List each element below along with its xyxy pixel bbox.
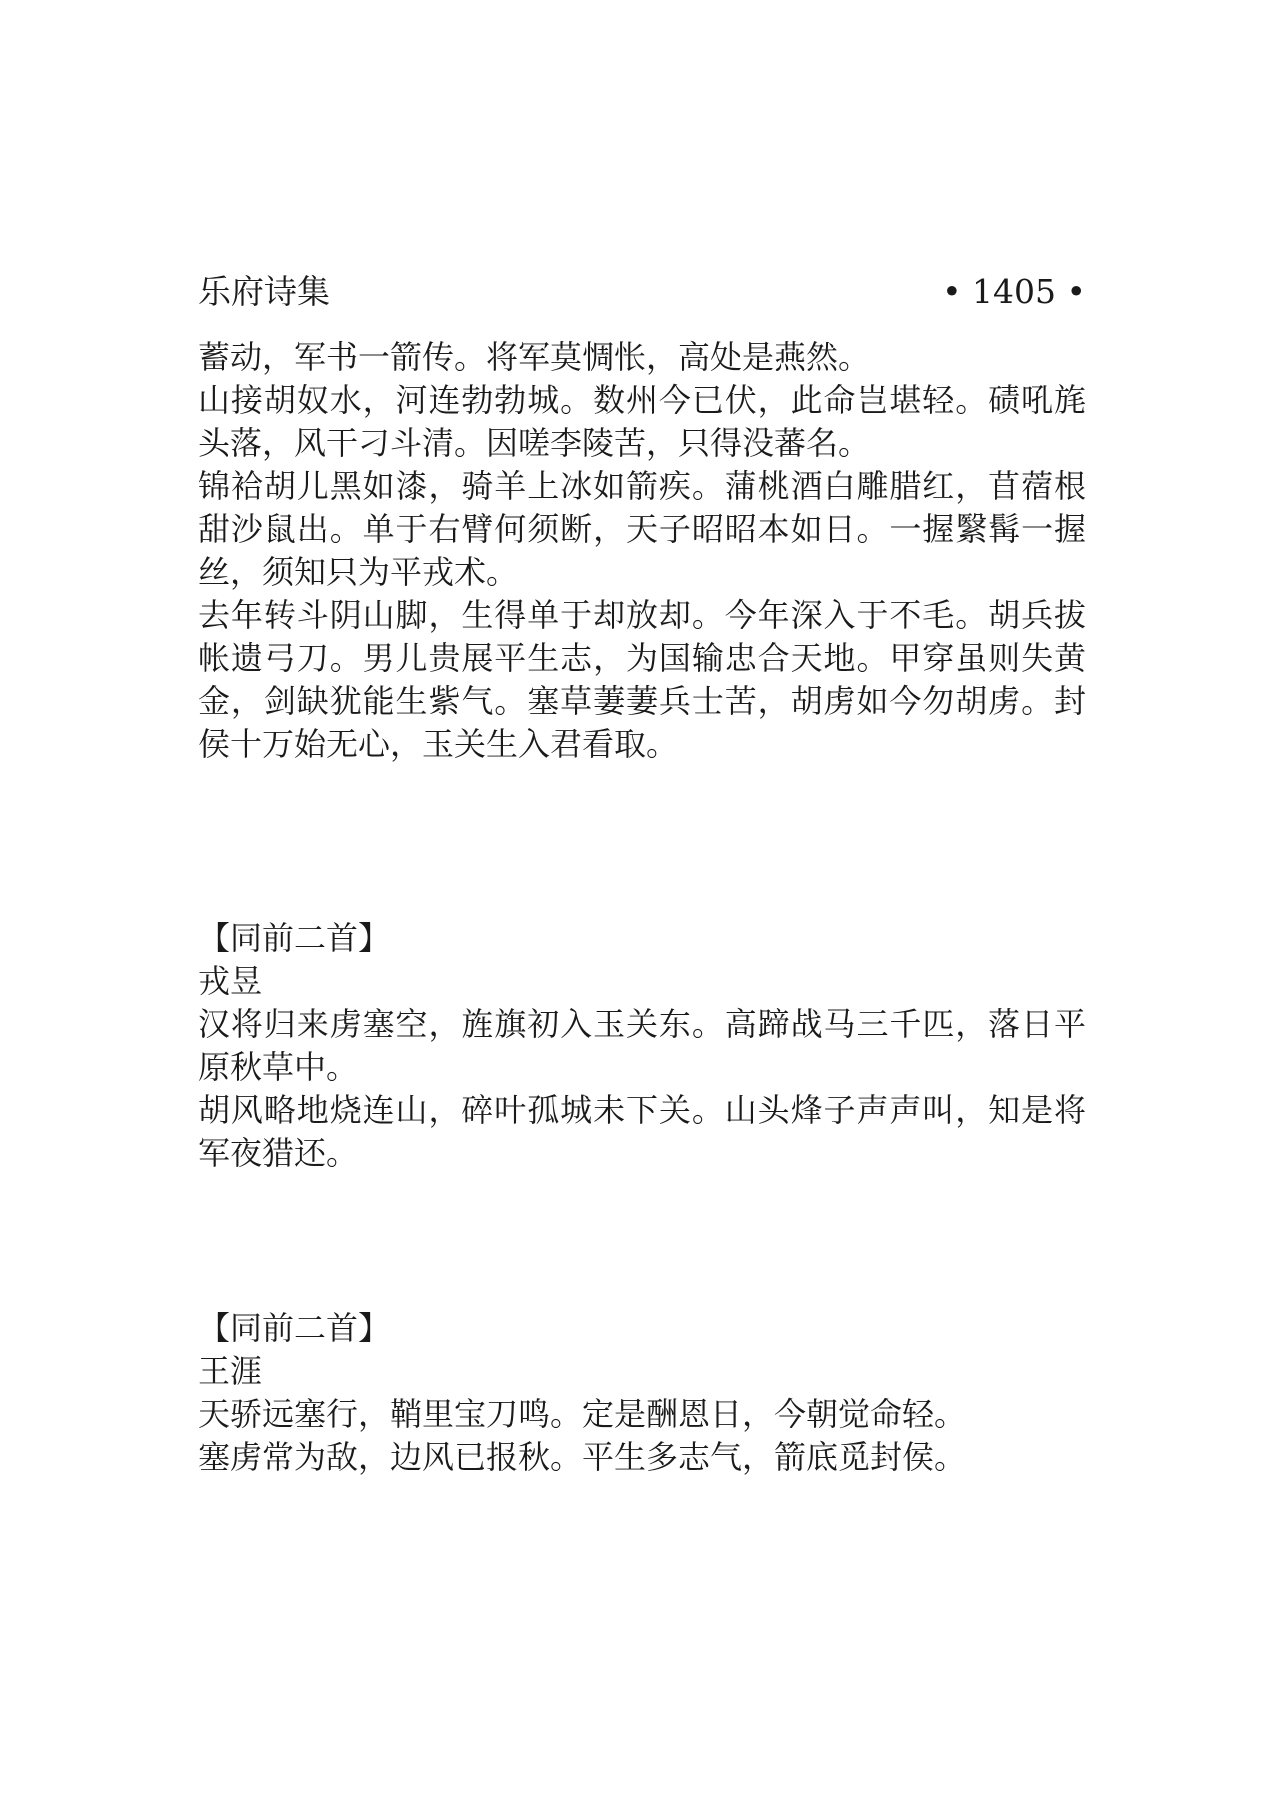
- paragraph: 去年转斗阴山脚，生得单于却放却。今年深入于不毛。胡兵拔帐遗弓刀。男儿贵展平生志，为国输忠合天地。甲穿虽则失黄金，剑缺犹能生紫气。塞草萋萋兵士苦，胡虏如今勿胡虏。封侯十万始无心，玉关生入君看取。: [198, 596, 1086, 763]
- paragraph: 胡风略地烧连山，碎叶孤城未下关。山头烽子声声叫，知是将军夜猎还。: [198, 1091, 1086, 1172]
- paragraph: 山接胡奴水，河连勃勃城。数州今已伏，此命岂堪轻。碛吼旄头落，风干刁斗清。因嗟李陵苦，只得没蕃名。: [198, 381, 1086, 462]
- poem-section-2: [198, 917, 1086, 1175]
- paragraph: 汉将归来虏塞空，旌旗初入玉关东。高蹄战马三千匹，落日平原秋草中。: [198, 1005, 1086, 1086]
- author-name: 戎昱: [198, 962, 263, 1000]
- poem-section-1: [198, 336, 1086, 766]
- book-title: 乐府诗集: [198, 272, 330, 311]
- paragraph: 塞虏常为敌，边风已报秋。平生多志气，箭底觅封侯。: [198, 1438, 967, 1476]
- section-title: 【同前二首】: [198, 1309, 391, 1347]
- page-number: • 1405 •: [942, 272, 1086, 311]
- page-header: [198, 270, 1086, 314]
- section-title: 【同前二首】: [198, 919, 391, 957]
- author-name: 王涯: [198, 1352, 263, 1390]
- paragraph: 天骄远塞行，鞘里宝刀鸣。定是酬恩日，今朝觉命轻。: [198, 1395, 967, 1433]
- paragraph: 蓄动，军书一箭传。将军莫惆怅，高处是燕然。: [198, 338, 871, 376]
- poem-section-3: [198, 1307, 1086, 1479]
- paragraph: 锦袷胡儿黑如漆，骑羊上冰如箭疾。蒲桃酒白雕腊红，苜蓿根甜沙鼠出。单于右臂何须断，天子昭昭本如日。一握繄髯一握丝，须知只为平戎术。: [198, 467, 1086, 591]
